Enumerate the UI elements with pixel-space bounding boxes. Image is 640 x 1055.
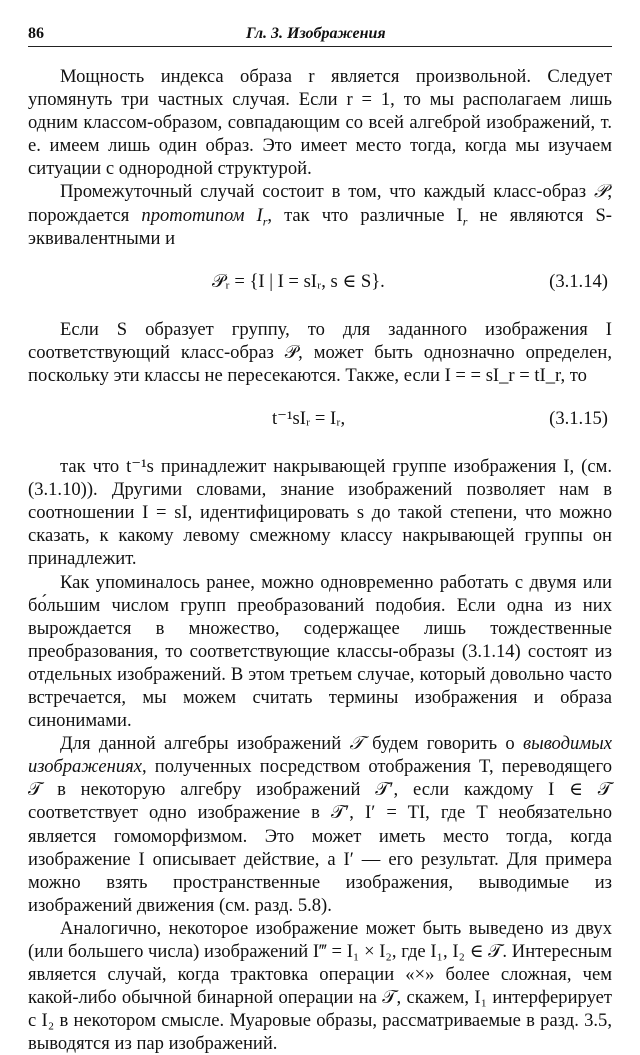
equation-formula: t⁻¹sIᵣ = Iᵣ, (272, 408, 346, 430)
paragraph-1: Мощность индекса образа r является произвольной. Следует упомянуть три частных случая. Если r = 1, то мы располагаем лишь одним классом-образом, совпадающим со всей алгеброй изображений, т. е. имеем лишь один образ. Это имеет место тогда, когда мы изучаем ситуации с однородной структурой. (28, 66, 612, 180)
paragraph-2-part-g: , так что различные I (267, 204, 463, 226)
book-page (28, 22, 612, 1055)
page-header (28, 22, 612, 47)
paragraph-3: Если S образует группу, то для заданного изображения I соответствующий класс-образ 𝒫, может быть однозначно определен, поскольку эти классы не пересекаются. Также, если I = = sI_r = tI_r, то (28, 318, 612, 386)
paragraph-6-part-c: будем говорить о (363, 733, 524, 755)
paragraph-4: так что t⁻¹s принадлежит накрывающей группе изображения I, (см. (3.1.10)). Другими словами, знание изображений позволяет нам в соотношении I = sI, идентифицировать s до такой степени, что можно сказать, к какому левому смежному классу накрывающей группы он принадлежит. (28, 456, 612, 570)
paragraph-2 (28, 180, 612, 249)
equation-3-1-15 (28, 399, 612, 441)
subscript-r-2: r (462, 214, 468, 229)
script-t-symbol: 𝒯 (349, 733, 364, 755)
subscript-r: r (262, 214, 268, 229)
prototype-term: прототипом (141, 204, 245, 226)
paragraph-6 (28, 732, 612, 917)
paragraph-7: Аналогично, некоторое изображение может быть выведено из двух (или большего числа) изображений I‴ = I₁ × I₂, где I₁, I₂ ∈ 𝒯. Интересным является случай, когда трактовка операции «×» более сложная, чем какой-либо обычной бинарной операции на 𝒯, скажем, I₁ интерферирует с I₂ в некотором смысле. Муаровые образы, рассматриваемые в разд. 3.5, выводятся из пар изображений. (28, 917, 612, 1055)
paragraph-6-part-a: Для данной алгебры изображений (60, 733, 350, 755)
equation-formula: 𝒫ᵣ = {I | I = sIᵣ, s ∈ S}. (212, 270, 385, 292)
equation-3-1-14 (28, 262, 612, 304)
paragraph-2-part-i: не являются S-эквивалентными и (28, 204, 612, 249)
derived-images-term: выводимых изображениях (28, 733, 613, 778)
running-title: Гл. 3. Изображения (246, 25, 386, 42)
equation-number: (3.1.15) (549, 408, 608, 430)
paragraph-2-part-e: I (244, 204, 263, 226)
script-p-symbol: 𝒫 (593, 181, 608, 203)
page-number: 86 (28, 25, 44, 42)
equation-number: (3.1.14) (549, 270, 608, 292)
body-text (28, 65, 612, 1055)
paragraph-2-part-a: Промежуточный случай состоит в том, что каждый класс-образ (60, 181, 594, 203)
paragraph-6-part-e: , полученных посредством отображения T, переводящего 𝒯 в некоторую алгебру изображений 𝒯′, если каждому I ∈ 𝒯 соответствует одно изображение в 𝒯′, I′ = TI, где T необязательно является гомоморфизмом. Это может иметь место тогда, когда изображение I описывает действие, а I′ — его результат. Для примера можно взять пространственные изображения, выводимые из изображений движения (см. разд. 5.8). (28, 756, 612, 916)
paragraph-2-part-c: , порождается (28, 181, 612, 226)
paragraph-5: Как упоминалось ранее, можно одновременно работать с двумя или бо́льшим числом групп преобразований подобия. Если одна из них вырождается в множество, содержащее лишь тождественные преобразования, то соответствующие классы-образы (3.1.14) состоят из отдельных изображений. В этом третьем случае, который довольно часто встречается, мы можем считать термины изображения и образа синонимами. (28, 571, 612, 732)
